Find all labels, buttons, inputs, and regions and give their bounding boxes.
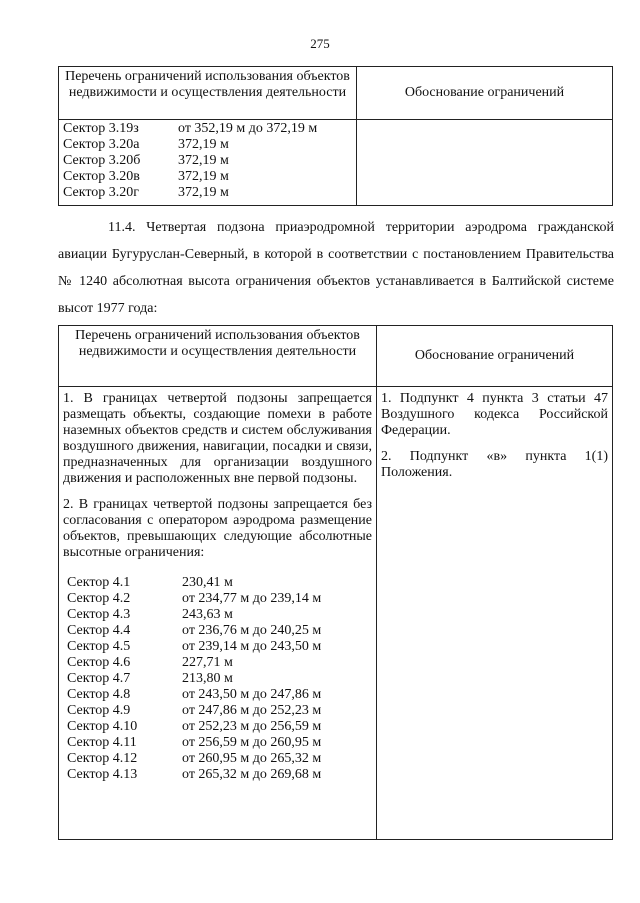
sector-name: Сектор 4.6 bbox=[67, 655, 131, 670]
sector-value: 243,63 м bbox=[182, 607, 233, 622]
sector-name: Сектор 4.7 bbox=[67, 671, 131, 686]
table-row bbox=[59, 655, 376, 671]
sector-value: 372,19 м bbox=[178, 185, 229, 200]
restriction-item-2: 2. В границах четвертой подзоны запрещается без согласования с оператором аэродрома размещение объектов, превышающих следующие абсолютные высотные ограничения: bbox=[63, 497, 372, 560]
sector-name: Сектор 4.12 bbox=[67, 751, 138, 766]
sector-value: 372,19 м bbox=[178, 153, 229, 168]
sector-name: Сектор 4.13 bbox=[67, 767, 138, 782]
sector-value: от 234,77 м до 239,14 м bbox=[182, 591, 322, 606]
sector-list bbox=[59, 575, 376, 783]
sector-name: Сектор 4.11 bbox=[67, 735, 137, 750]
sector-name: Сектор 3.20а bbox=[63, 137, 140, 152]
table-row bbox=[59, 703, 376, 719]
sector-name: Сектор 4.2 bbox=[67, 591, 131, 606]
sector-value: от 239,14 м до 243,50 м bbox=[182, 639, 322, 654]
table1-header-right: Обоснование ограничений bbox=[357, 67, 613, 120]
table-row bbox=[59, 121, 356, 137]
table-row bbox=[59, 639, 376, 655]
table-row bbox=[59, 575, 376, 591]
sector-value: от 247,86 м до 252,23 м bbox=[182, 703, 322, 718]
sector-value: от 256,59 м до 260,95 м bbox=[182, 735, 322, 750]
sector-name: Сектор 4.1 bbox=[67, 575, 131, 590]
sector-name: Сектор 3.20б bbox=[63, 153, 141, 168]
table-row bbox=[59, 607, 376, 623]
table2-header-left: Перечень ограничений использования объектов недвижимости и осуществления деятельности bbox=[59, 326, 377, 387]
restrictions-table-1 bbox=[58, 66, 613, 206]
table-row bbox=[59, 767, 376, 783]
sector-value: от 352,19 м до 372,19 м bbox=[178, 121, 318, 136]
table-row bbox=[59, 751, 376, 767]
page-number: 275 bbox=[310, 36, 330, 51]
sector-value: 227,71 м bbox=[182, 655, 233, 670]
table-row bbox=[59, 735, 376, 751]
justification-item-2: 2. Подпункт «в» пункта 1(1) Положения. bbox=[381, 449, 608, 480]
table-row bbox=[59, 623, 376, 639]
sector-name: Сектор 3.19з bbox=[63, 121, 139, 136]
sector-name: Сектор 4.10 bbox=[67, 719, 138, 734]
table-row bbox=[59, 169, 356, 185]
restrictions-table-2 bbox=[58, 325, 613, 840]
sector-name: Сектор 4.3 bbox=[67, 607, 131, 622]
justification-item-1: 1. Подпункт 4 пункта 3 статьи 47 Воздушного кодекса Российской Федерации. bbox=[381, 391, 608, 438]
sector-value: 372,19 м bbox=[178, 169, 229, 184]
sector-value: 230,41 м bbox=[182, 575, 233, 590]
table-row bbox=[59, 719, 376, 735]
table2-restrictions-cell bbox=[59, 387, 377, 840]
table2-justification-cell bbox=[377, 387, 613, 840]
sector-name: Сектор 3.20г bbox=[63, 185, 140, 200]
sector-value: от 252,23 м до 256,59 м bbox=[182, 719, 322, 734]
table-row bbox=[59, 185, 356, 201]
sector-name: Сектор 3.20в bbox=[63, 169, 140, 184]
sector-name: Сектор 4.8 bbox=[67, 687, 131, 702]
sector-value: 372,19 м bbox=[178, 137, 229, 152]
table1-header-left: Перечень ограничений использования объектов недвижимости и осуществления деятельности bbox=[59, 67, 357, 120]
table-row bbox=[59, 687, 376, 703]
table1-sectors-cell bbox=[59, 120, 357, 206]
table1-justification-cell bbox=[357, 120, 613, 206]
sector-value: от 260,95 м до 265,32 м bbox=[182, 751, 322, 766]
table2-header-right: Обоснование ограничений bbox=[377, 326, 613, 387]
sector-value: 213,80 м bbox=[182, 671, 233, 686]
table-row bbox=[59, 137, 356, 153]
section-paragraph: 11.4. Четвертая подзона приаэродромной территории аэродрома гражданской авиации Бугуруслан-Северный, в которой в соответствии с постановлением Правительства № 1240 абсолютная высота ограничения объектов устанавливается в Балтийской системе высот 1977 года: bbox=[58, 220, 614, 316]
table-row bbox=[59, 671, 376, 687]
restriction-item-1: 1. В границах четвертой подзоны запрещается размещать объекты, создающие помехи в работе наземных объектов средств и систем обслуживания воздушного движения, навигации, посадки и связи, предназначенных для организации воздушного движения и расположенных вне первой подзоны. bbox=[63, 391, 372, 486]
table-row bbox=[59, 153, 356, 169]
sector-value: от 243,50 м до 247,86 м bbox=[182, 687, 322, 702]
sector-value: от 236,76 м до 240,25 м bbox=[182, 623, 322, 638]
sector-name: Сектор 4.9 bbox=[67, 703, 131, 718]
sector-name: Сектор 4.4 bbox=[67, 623, 131, 638]
sector-value: от 265,32 м до 269,68 м bbox=[182, 767, 322, 782]
sector-name: Сектор 4.5 bbox=[67, 639, 131, 654]
table-row bbox=[59, 591, 376, 607]
